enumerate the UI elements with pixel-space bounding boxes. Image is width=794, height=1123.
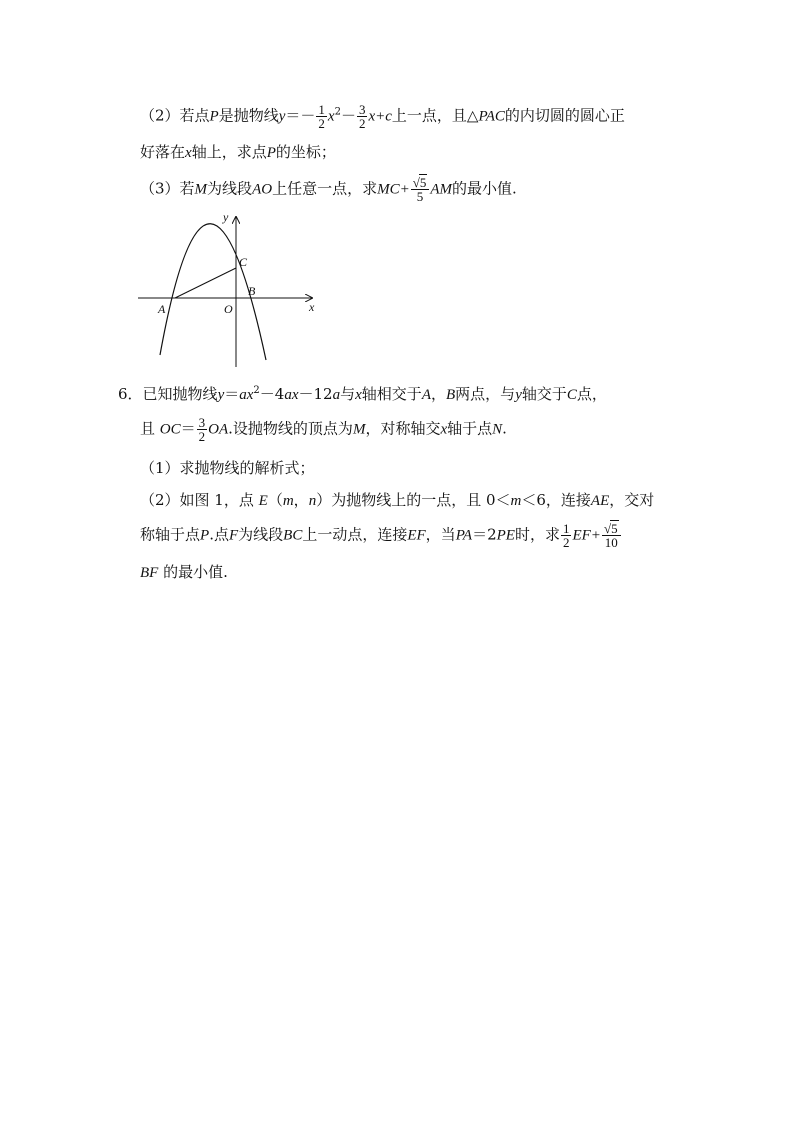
q6-line2: 且 OC＝ $\frac{3}{2}$ OA.设抛物线的顶点为M，对称轴交x轴于点N.	[140, 415, 507, 444]
q6-part2-line2: 称轴于点P.点F为线段BC上一动点，连接EF，当PA＝2PE时，求 $\frac{1}{2}$ EF+ $\frac{√5}{10}$	[140, 522, 622, 549]
fraction-one-half-ef: $\frac{1}{2}$	[562, 521, 570, 550]
label-b: B	[248, 284, 256, 298]
fraction-one-half: $\frac{1}{2}$	[318, 102, 325, 131]
label-y: y	[223, 210, 229, 224]
q6-line1: 6．已知抛物线$y=ax^2-4ax-12a$与x轴相交于A，B两点，与y轴交于C点，	[118, 385, 607, 403]
label-c: C	[239, 255, 248, 269]
fraction-sqrt5-over-5: $\frac{√5}{5}$	[411, 176, 430, 203]
q6-part1: （1）求抛物线的解析式；	[140, 459, 315, 477]
q5-part3-line: （3）若M为线段AO上任意一点，求MC+ $\frac{√5}{5}$ AM的最小值.	[140, 175, 517, 204]
q5-part2-line2: 好落在x轴上，求点P的坐标；	[140, 143, 336, 161]
fraction-three-halves: $\frac{3}{2}$	[358, 102, 366, 131]
label-o: O	[224, 302, 233, 316]
q6-part2-line3: BF 的最小值.	[140, 563, 228, 581]
q5-part2-line1: （2）若点P是抛物线y＝－ $\frac{1}{2}$ $x^2-$ $\frac{3}{2}$ x+c上一点，且△PAC的内切圆的圆心正	[140, 102, 625, 131]
label-x: x	[309, 300, 315, 314]
q6-part2-line1: （2）如图 1，点 E（m，n）为抛物线上的一点，且 0＜m＜6，连接AE，交对	[140, 491, 655, 509]
label-a: A	[158, 302, 166, 316]
segment-ac	[175, 268, 236, 298]
fraction-three-halves-oa: $\frac{3}{2}$	[198, 415, 206, 444]
fraction-sqrt5-over-10: $\frac{√5}{10}$	[602, 522, 621, 549]
parabola-figure	[130, 205, 330, 375]
